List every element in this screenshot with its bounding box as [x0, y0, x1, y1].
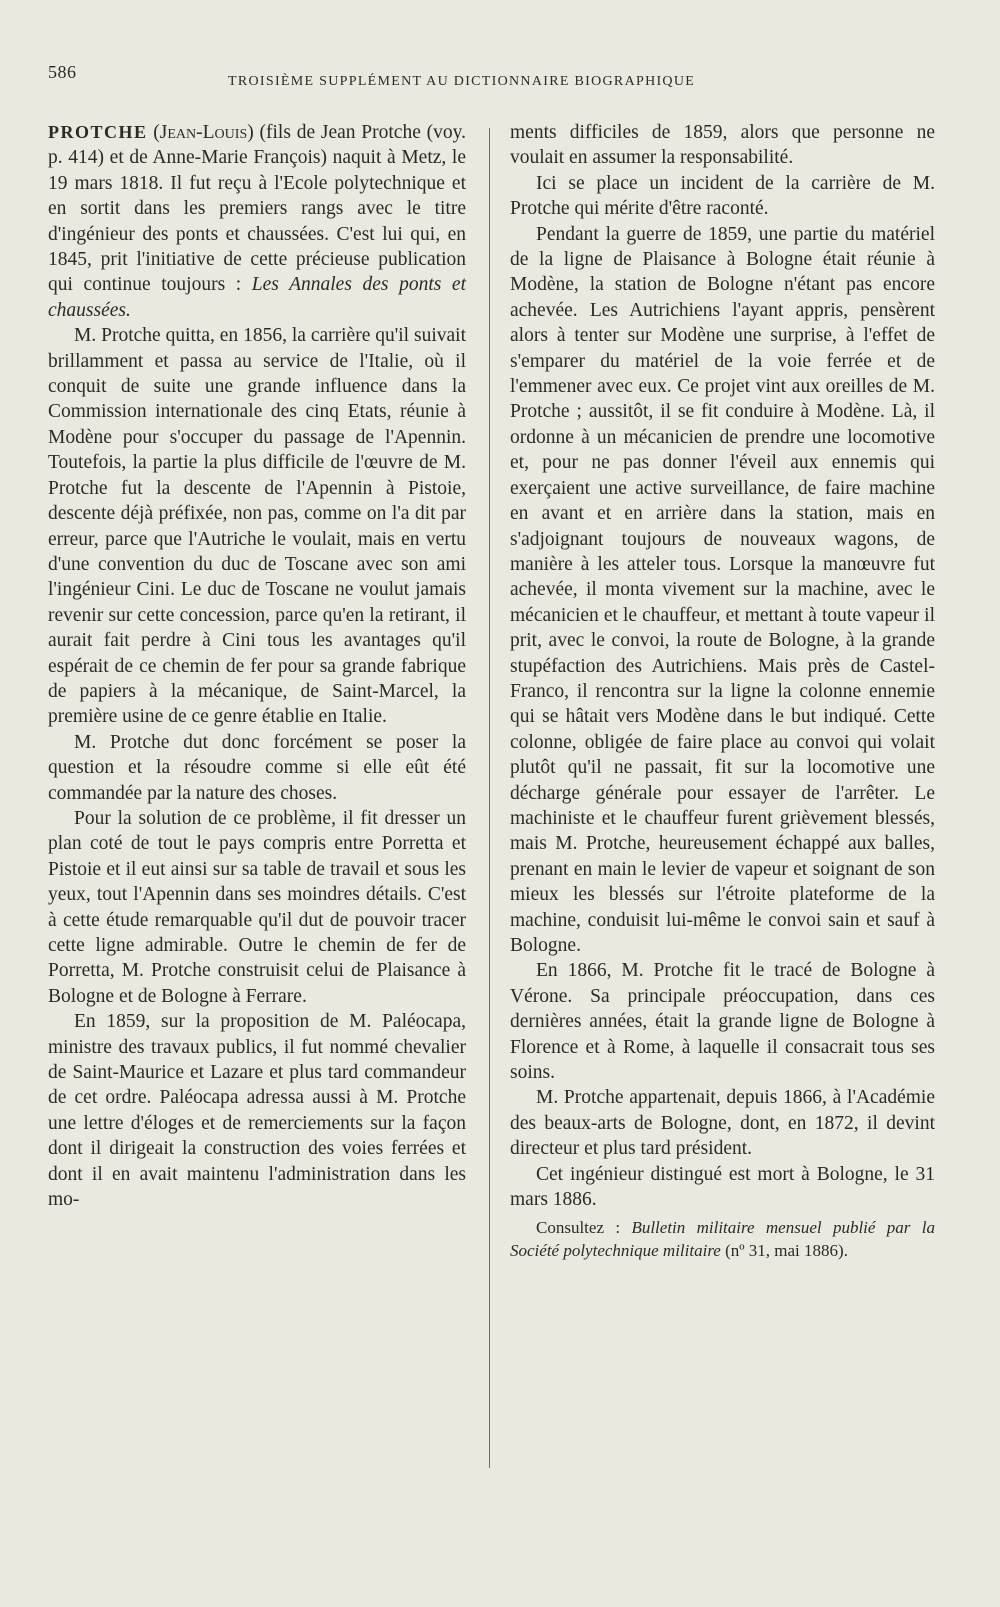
paragraph-academy: M. Protche appartenait, depuis 1866, à l'Académie des beaux-arts de Bologne, dont, en 1872, il devint directeur et plus tard président. [510, 1087, 935, 1160]
paragraph-death: Cet ingénieur distingué est mort à Bologne, le 31 mars 1886. [510, 1163, 935, 1211]
entry-headword: PROTCHE [48, 122, 148, 142]
column-divider [489, 128, 490, 1468]
entry-intro-paragraph [48, 120, 466, 323]
entry-intro-text: (fils de Jean Protche (voy. p. 414) et de Anne-Marie François) naquit à Metz, le 19 mars 1818. Il fut reçu à l'Ecole polytechnique et en sortit dans les premiers rangs avec le titre d'ingénieur des ponts et chaussées. C'est lui qui, en 1845, prit l'initiative de cette précieuse publication qui continue toujours : [48, 122, 466, 296]
right-column [510, 120, 935, 1262]
paragraph-verona-line: En 1866, M. Protche fit le tracé de Bologne à Vérone. Sa principale préoccupation, dans ces dernières années, était la grande ligne de Bologne à Florence et à Rome, à laquelle il consacrait tous ses soins. [510, 960, 935, 1084]
consult-source: Bulletin militaire mensuel publié par la Société polytechnique militaire [510, 1218, 935, 1261]
paragraph-question: M. Protche dut donc forcément se poser la question et la résoudre comme si elle eût été commandée par la nature des choses. [48, 731, 466, 804]
paragraph-incident-intro: Ici se place un incident de la carrière de M. Protche qui mérite d'être raconté. [510, 172, 935, 220]
entry-given-names: (Jean-Louis) [153, 122, 254, 143]
publication-title: Les Annales des ponts et chaussées. [48, 274, 466, 321]
consult-issue: (nº 31, mai 1886). [720, 1241, 848, 1261]
paragraph-apennine-survey: Pour la solution de ce problème, il fit dresser un plan coté de tout le pays compris entre Porretta et Pistoie et il eut ainsi sur sa table de travail et sous les yeux, tout l'Apennin dans ses moindres détails. C'est à cette étude remarquable qu'il dut de pouvoir tracer cette ligne admirable. Outre le chemin de fer de Porretta, M. Protche construisit celui de Plaisance à Bologne et de Bologne à Ferrare. [48, 807, 466, 1007]
running-head: TROISIÈME SUPPLÉMENT AU DICTIONNAIRE BIOGRAPHIQUE [228, 74, 696, 89]
paragraph-italy-career: M. Protche quitta, en 1856, la carrière qu'il suivait brillamment et passa au service de l'Italie, où il conquit de suite une grande influence dans la Commission internationale des cinq Etats, réunie à Modène pour s'occuper du passage de l'Apennin. Toutefois, la partie la plus difficile de l'œuvre de M. Protche fut la descente de l'Apennin à Pistoie, descente déjà préfixée, non pas, comme on l'a dit par erreur, parce que l'Autriche le voulait, mais en vertu d'une convention du duc de Toscane avec son ami l'ingénieur Cini. Le duc de Toscane ne voulut jamais revenir sur cette concession, parce qu'en la retirant, il aurait fait perdre à Cini tous les avantages qu'il espérait de ce chemin de fer pour sa grande fabrique de papiers à la mécanique, de Saint-Marcel, la première usine de ce genre établie en Italie. [48, 325, 466, 728]
left-column [48, 120, 466, 1212]
paragraph-honours-continued: ments difficiles de 1859, alors que personne ne voulait en assumer la responsabilité. [510, 122, 935, 169]
paragraph-honours: En 1859, sur la proposition de M. Paléocapa, ministre des travaux publics, il fut nommé chevalier de Saint-Maurice et Lazare et plus tard commandeur de cet ordre. Paléocapa adressa aussi à M. Protche une lettre d'éloges et de remerciements sur la façon dont il dirigeait la construction des voies ferrées et dont il en avait maintenu l'administration dans les mo- [48, 1011, 466, 1211]
consult-reference [510, 1216, 935, 1262]
consult-label: Consultez : [536, 1218, 632, 1238]
paragraph-war-incident: Pendant la guerre de 1859, une partie du matériel de la ligne de Plaisance à Bologne était réunie à Modène, la station de Bologne n'étant pas encore achevée. Les Autrichiens l'ayant appris, pensèrent alors à tenter sur Modène une surprise, à l'effet de s'emparer du matériel de la voie ferrée et de l'emmener avec eux. Ce projet vint aux oreilles de M. Protche ; aussitôt, il se fit conduire à Modène. Là, il ordonne à un mécanicien de prendre une locomotive et, pour ne pas donner l'éveil aux ennemis qui exerçaient une active surveillance, de faire machine en avant et en arrière dans la station, mais en s'adjoignant toujours de nouveaux wagons, de manière à les atteler tous. Lorsque la manœuvre fut achevée, il monta vivement sur la machine, avec le mécanicien et le chauffeur, et mettant à toute vapeur il prit, avec le convoi, la route de Bologne, à la grande stupéfaction des Autrichiens. Mais près de Castel-Franco, il rencontra sur la ligne la colonne ennemie qui se hâtait vers Modène dans le but indiqué. Cette colonne, obligée de faire place au convoi qui volait plutôt qu'il ne passait, fit sur la locomotive une décharge générale pour essayer de l'arrêter. Le machiniste et le chauffeur furent grièvement blessés, mais M. Protche, heureusement échappé aux balles, prenant en main le levier de vapeur et soignant de son mieux les blessés sur l'étroite plateforme de la machine, conduisit lui-même le convoi sain et sauf à Bologne. [510, 223, 935, 956]
page-number: 586 [48, 62, 77, 82]
